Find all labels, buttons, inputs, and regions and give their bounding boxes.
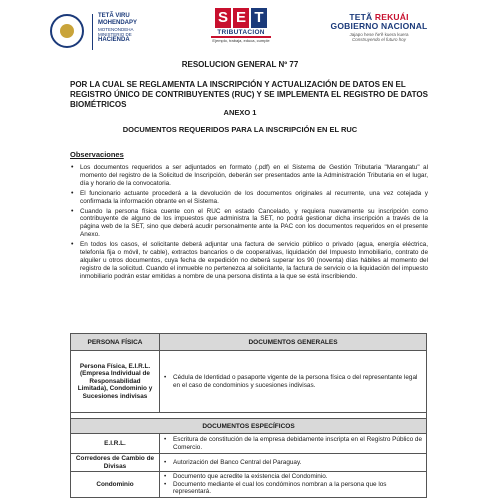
ministry-name-line: MOTENONDEHA bbox=[98, 27, 134, 32]
ministry-name bbox=[98, 13, 137, 44]
header-logos bbox=[50, 8, 430, 56]
government-logo bbox=[328, 12, 430, 52]
table-subheader-row bbox=[71, 419, 427, 434]
row-label: Corredores de Cambio de Divisas bbox=[71, 454, 160, 472]
observaciones-list bbox=[70, 164, 428, 283]
table-header-row bbox=[71, 334, 427, 351]
list-item: • Documento mediante el cual los condóminos nombran a la persona que los representará. bbox=[163, 481, 423, 496]
ministry-name-line: MOHENDAPY bbox=[98, 20, 138, 26]
list-item: • Documento que acredite la existencia del Condominio. bbox=[163, 473, 423, 481]
row-description bbox=[160, 454, 427, 472]
set-letter-t: T bbox=[251, 8, 267, 28]
row-description bbox=[160, 434, 427, 454]
documents-table bbox=[70, 333, 427, 498]
table-row bbox=[71, 351, 427, 413]
set-letter-s: S bbox=[215, 8, 231, 28]
list-item: • En todos los casos, el solicitante deberá adjuntar una factura de servicio público o privado (agua, energía eléctrica, telefonía fija o móvil, tv cable), extractos bancarios o de cooperativas, liquidación del Impuesto Inmobiliario, contrato de alquiler u otros documentos, cuya fecha de expedición no deberá superar los 90 (noventa) días hábiles al momento del registro de la solicitud. Cuando el inmueble no pertenezca al solicitante, la factura de servicio o la liquidación del impuesto inmobiliario podrán estar emitidas a nombre de una persona distinta a la que se está inscribiendo. bbox=[70, 241, 428, 281]
ministry-name-line: MINISTERIO DE bbox=[98, 32, 132, 37]
annex-title: ANEXO 1 bbox=[223, 108, 257, 117]
list-item: • Cuando la persona física cuente con el RUC en estado Cancelado, y requiera nuevamente su inscripción como contribuyente de alguno de los impuestos que administra la SET, no podrá gestionar dicha inscripción a través de la página web de la SET, sino que deberá acudir personalmente ante la PAC con los documentos requeridos en el presente Anexo. bbox=[70, 208, 428, 240]
table-row bbox=[71, 454, 427, 472]
list-item: • Escritura de constitución de la empresa debidamente inscripta en el Registro Público de Comercio. bbox=[163, 436, 423, 451]
ministry-name-line: HACIENDA bbox=[98, 37, 130, 43]
set-tagline: Ejemplo, trabaja, educa, cumple bbox=[212, 38, 270, 43]
list-item: • Autorización del Banco Central del Paraguay. bbox=[163, 459, 423, 467]
table-row bbox=[71, 434, 427, 454]
national-seal-icon bbox=[50, 14, 84, 48]
ministry-name-line: TETÃ VIRU bbox=[98, 13, 130, 19]
list-item: • El funcionario actuante procederá a la devolución de los documentos originales al recurrente, una vez cotejada y confirmada la información obrante en el Sistema. bbox=[70, 190, 428, 206]
ministry-logo bbox=[50, 10, 180, 54]
row-label: Persona Física, E.I.R.L. (Empresa Individual de Responsabilidad Limitada), Condominio y Sucesiones indivisas bbox=[71, 351, 160, 413]
list-item: • Los documentos requeridos a ser adjuntados en formato (.pdf) en el Sistema de Gestión Tributaria "Marangatu" al momento del registro de la Solicitud de Inscripción, deberán ser presentados ante la Administración Tributaria en el lugar, día y horario de la convocatoria. bbox=[70, 164, 428, 188]
government-logo-text: TETÃ bbox=[349, 12, 375, 22]
set-letter-e: E bbox=[233, 8, 249, 28]
specific-documents-header: DOCUMENTOS ESPECÍFICOS bbox=[71, 419, 427, 434]
government-logo-line3: Jajapo hese ñe'ẽ kuera kuera bbox=[349, 32, 409, 37]
logo-divider bbox=[92, 14, 93, 50]
col-header-persona: PERSONA FÍSICA bbox=[71, 334, 160, 351]
row-description bbox=[160, 351, 427, 413]
documents-title: DOCUMENTOS REQUERIDOS PARA LA INSCRIPCIÓN EN EL RUC bbox=[122, 125, 358, 134]
resolution-title: RESOLUCION GENERAL Nº 77 bbox=[181, 60, 299, 69]
row-label: Condominio bbox=[71, 472, 160, 498]
table-row bbox=[71, 472, 427, 498]
set-subtitle: TRIBUTACION bbox=[217, 29, 265, 36]
set-logo bbox=[210, 8, 272, 56]
row-label: E.I.R.L. bbox=[71, 434, 160, 454]
row-description bbox=[160, 472, 427, 498]
government-logo-text-red: REKUÁI bbox=[374, 12, 409, 22]
observaciones-heading: Observaciones bbox=[70, 150, 124, 159]
col-header-documentos-generales: DOCUMENTOS GENERALES bbox=[160, 334, 427, 351]
government-logo-line2: GOBIERNO NACIONAL bbox=[330, 21, 428, 31]
government-logo-line4: Construyendo el futuro hoy bbox=[351, 37, 407, 42]
list-item: • Cédula de Identidad o pasaporte vigente de la persona física o del representante legal en el caso de condominios y sucesiones indivisas. bbox=[163, 374, 423, 389]
resolution-subject: POR LA CUAL SE REGLAMENTA LA INSCRIPCIÓN Y ACTUALIZACIÓN DE DATOS EN EL REGISTRO ÚNICO DE CONTRIBUYENTES (RUC) Y SE IMPLEMENTA EL REGISTRO DE DATOS BIOMÉTRICOS bbox=[70, 80, 428, 109]
